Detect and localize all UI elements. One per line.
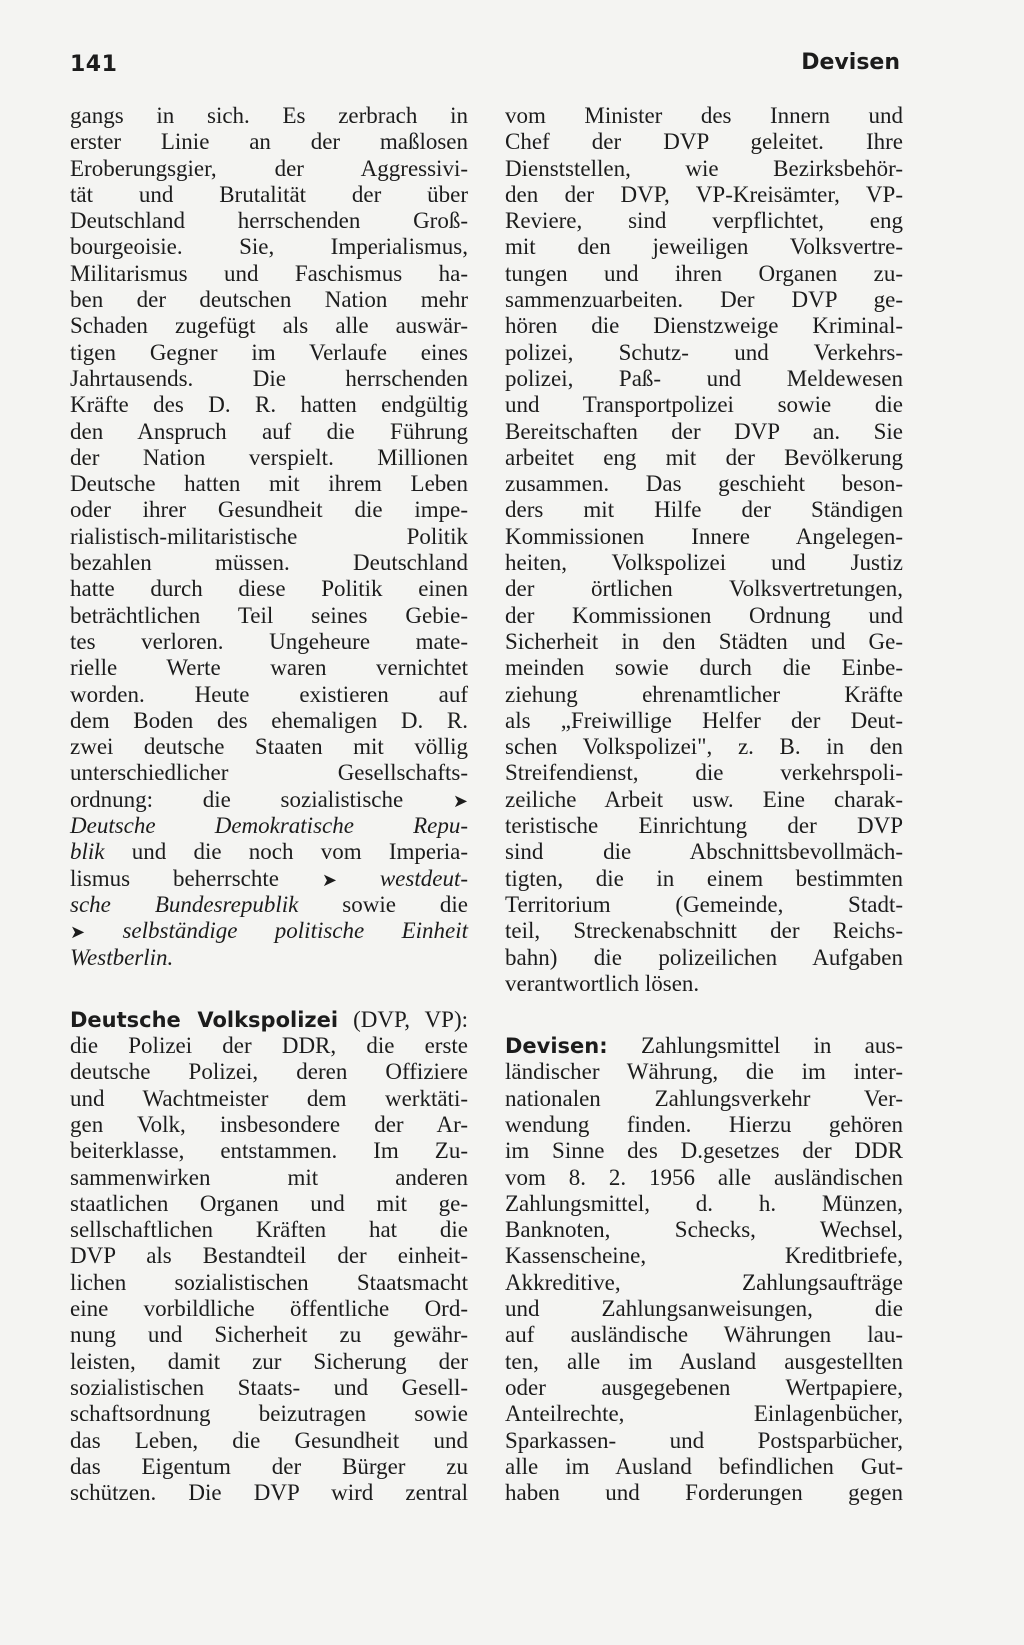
cross-reference: sche Bundesrepublik — [70, 891, 299, 917]
cross-reference: selbständige politische Einheit — [122, 918, 468, 944]
text-line: ziehung ehrenamtlicher Kräfte — [505, 681, 903, 707]
text-line: heiten, Volkspolizei und Justiz — [505, 550, 903, 576]
text-line: schaftsordnung beizutragen sowie — [70, 1401, 468, 1427]
text-line: leisten, damit zur Sicherung der — [70, 1348, 468, 1374]
text-line: gangs in sich. Es zerbrach in — [70, 103, 468, 128]
text-line: Militarismus und Faschismus ha- — [70, 260, 468, 286]
text-line: deutsche Polizei, deren Offiziere — [70, 1059, 468, 1085]
text-line: der örtlichen Volksvertretungen, — [505, 576, 903, 602]
text-line: nationalen Zahlungsverkehr Ver- — [505, 1085, 903, 1111]
text-line: mit den jeweiligen Volksvertre- — [505, 234, 903, 260]
arrow-icon: ➤ — [321, 869, 337, 891]
text-line: sche Bundesrepublik sowie die — [70, 891, 468, 917]
text-line: Reviere, sind verpflichtet, eng — [505, 208, 903, 234]
text-line: ten, alle im Ausland ausgestellten — [505, 1348, 903, 1374]
text-line: blik und die noch vom Imperia- — [70, 839, 469, 865]
text-line: Deutsche hatten mit ihrem Leben — [70, 471, 468, 497]
text-line: den der DVP, VP-Kreisämter, VP- — [505, 181, 903, 207]
entry-devisen — [505, 1033, 903, 1506]
text-line: Chef der DVP geleitet. Ihre — [505, 129, 903, 155]
text-line: auf ausländische Währungen lau- — [505, 1322, 903, 1348]
text-line: im Sinne des D.gesetzes der DDR — [505, 1138, 903, 1164]
text-line: worden. Heute existieren auf — [70, 681, 468, 707]
right-continuation-text — [505, 103, 903, 997]
text-line: ders mit Hilfe der Ständigen — [505, 497, 903, 523]
text-line: Bereitschaften der DVP an. Sie — [505, 418, 903, 444]
text-line: bezahlen müssen. Deutschland — [70, 550, 468, 576]
text-line: Zahlungsmittel, d. h. Münzen, — [505, 1190, 903, 1216]
text-line: Akkreditive, Zahlungsaufträge — [505, 1269, 903, 1295]
text-line: lismus beherrschte ➤ westdeut- — [70, 865, 468, 891]
text-line: ländischer Währung, die im inter- — [505, 1059, 903, 1085]
text-line: teil, Streckenabschnitt der Reichs- — [505, 918, 903, 944]
text-line: sozialistischen Staats- und Gesell- — [70, 1374, 468, 1400]
text-line: den Anspruch auf die Führung — [70, 418, 468, 444]
text-line: sellschaftlichen Kräften hat die — [70, 1217, 468, 1243]
text-line: erster Linie an der maßlosen — [70, 129, 468, 155]
text-line: hatte durch diese Politik einen — [70, 576, 468, 602]
entry-deutsche-volkspolizei — [70, 1007, 468, 1507]
left-continuation-text — [70, 103, 468, 787]
arrow-icon: ➤ — [452, 790, 468, 812]
text-line: rielle Werte waren vernichtet — [70, 655, 468, 681]
text-line: wendung finden. Hierzu gehören — [505, 1111, 903, 1137]
text-line: DVP als Bestandteil der einheit- — [70, 1243, 468, 1269]
text-line: zeiliche Arbeit usw. Eine charak- — [505, 786, 903, 812]
text-line: das Eigentum der Bürger zu — [70, 1453, 468, 1479]
running-head: Devisen — [801, 50, 900, 75]
text-line: Deutsche Volkspolizei (DVP, VP): — [70, 1006, 468, 1032]
text-line: tigten, die in einem bestimmten — [505, 865, 903, 891]
text-line: zwei deutsche Staaten mit völlig — [70, 734, 468, 760]
text-line: arbeitet eng mit der Bevölkerung — [505, 444, 903, 470]
text-line: vom 8. 2. 1956 alle ausländischen — [505, 1164, 903, 1190]
text-line: polizei, Paß- und Meldewesen — [505, 365, 903, 391]
cross-reference: westdeut- — [379, 865, 468, 891]
text-line: unterschiedlicher Gesellschafts- — [70, 760, 468, 786]
right-column — [505, 103, 903, 1506]
text-line: und Zahlungsanweisungen, die — [505, 1296, 903, 1322]
text-line: vom Minister des Innern und — [505, 103, 903, 128]
text-line: haben und Forderungen gegen — [505, 1480, 903, 1506]
text-line: eine vorbildliche öffentliche Ord- — [70, 1296, 468, 1322]
text-line: der Kommissionen Ordnung und — [505, 602, 903, 628]
headword: Devisen: — [505, 1034, 608, 1059]
text-line: Devisen: Zahlungsmittel in aus- — [505, 1033, 904, 1059]
text-line: lichen sozialistischen Staatsmacht — [70, 1269, 468, 1295]
text-line: tät und Brutalität der über — [70, 181, 468, 207]
text-line: Anteilrechte, Einlagenbücher, — [505, 1401, 903, 1427]
text-line: Kassenscheine, Kreditbriefe, — [505, 1243, 903, 1269]
text-line: meinden sowie durch die Einbe- — [505, 655, 903, 681]
text-line: verantwortlich lösen. — [505, 970, 700, 996]
text-line: ordnung: die sozialistische ➤ — [70, 786, 468, 812]
text-line: Kräfte des D. R. hatten endgültig — [70, 392, 468, 418]
text-line: der Nation verspielt. Millionen — [70, 444, 468, 470]
text-line: polizei, Schutz- und Verkehrs- — [505, 339, 903, 365]
cross-reference: blik — [70, 839, 105, 865]
text-line: beträchtlichen Teil seines Gebie- — [70, 602, 468, 628]
text-line: Deutschland herrschenden Groß- — [70, 208, 468, 234]
text-line: Schaden zugefügt als alle auswär- — [70, 313, 468, 339]
text-line: die Polizei der DDR, die erste — [70, 1033, 468, 1059]
text-line: und Transportpolizei sowie die — [505, 392, 903, 418]
text-line: Kommissionen Innere Angelegen- — [505, 523, 903, 549]
text-line: bourgeoisie. Sie, Imperialismus, — [70, 234, 468, 260]
text-line: Sicherheit in den Städten und Ge- — [505, 628, 903, 654]
text-line: ben der deutschen Nation mehr — [70, 287, 468, 313]
text-line: tigen Gegner im Verlaufe eines — [70, 339, 468, 365]
text-line: Sparkassen- und Postsparbücher, — [505, 1427, 903, 1453]
text-line: das Leben, die Gesundheit und — [70, 1427, 468, 1453]
text-line: gen Volk, insbesondere der Ar- — [70, 1111, 468, 1137]
text-line: Banknoten, Schecks, Wechsel, — [505, 1217, 903, 1243]
text-line: bahn) die polizeilichen Aufgaben — [505, 944, 903, 970]
text-line: tungen und ihren Organen zu- — [505, 260, 903, 286]
text-line: Territorium (Gemeinde, Stadt- — [505, 891, 903, 917]
text-line: und Wachtmeister dem werktäti- — [70, 1085, 468, 1111]
text-line — [70, 918, 468, 944]
text-line — [70, 945, 468, 971]
entry-body — [70, 1033, 468, 1506]
text-line: sammenwirken mit anderen — [70, 1164, 468, 1190]
text-line: Streifendienst, die verkehrspoli- — [505, 760, 903, 786]
text-line — [70, 813, 468, 839]
text-line: sind die Abschnittsbevollmäch- — [505, 839, 903, 865]
headword: Deutsche Volkspolizei — [70, 1007, 339, 1032]
text-line: Dienststellen, wie Bezirksbehör- — [505, 155, 903, 181]
text-line: Eroberungsgier, der Aggressivi- — [70, 155, 468, 181]
left-column — [70, 103, 468, 1506]
text-line: als „Freiwillige Helfer der Deut- — [505, 707, 903, 733]
text-line: schen Volkspolizei", z. B. in den — [505, 734, 903, 760]
text-line: nung und Sicherheit zu gewähr- — [70, 1322, 468, 1348]
text-line: hören die Dienstzweige Kriminal- — [505, 313, 903, 339]
cross-reference: Westberlin. — [70, 944, 174, 970]
text-line: staatlichen Organen und mit ge- — [70, 1190, 468, 1216]
text-line: rialistisch-militaristische Politik — [70, 523, 468, 549]
text-line: oder ausgegebenen Wertpapiere, — [505, 1374, 903, 1400]
text-line: oder ihrer Gesundheit die impe- — [70, 497, 468, 523]
entry-body — [505, 1059, 903, 1506]
text-line: zusammen. Das geschieht beson- — [505, 471, 903, 497]
text-line: tes verloren. Ungeheure mate- — [70, 628, 468, 654]
text-line: teristische Einrichtung der DVP — [505, 813, 903, 839]
cross-reference: Deutsche Demokratische Repu- — [70, 813, 468, 839]
page-number: 141 — [70, 52, 118, 77]
text-line: sammenzuarbeiten. Der DVP ge- — [505, 287, 903, 313]
text-line: alle im Ausland befindlichen Gut- — [505, 1453, 903, 1479]
text-line: beiterklasse, entstammen. Im Zu- — [70, 1138, 468, 1164]
arrow-icon: ➤ — [70, 922, 86, 944]
text-line: schützen. Die DVP wird zentral — [70, 1480, 468, 1506]
text-line: Jahrtausends. Die herrschenden — [70, 365, 468, 391]
text-line: dem Boden des ehemaligen D. R. — [70, 707, 468, 733]
